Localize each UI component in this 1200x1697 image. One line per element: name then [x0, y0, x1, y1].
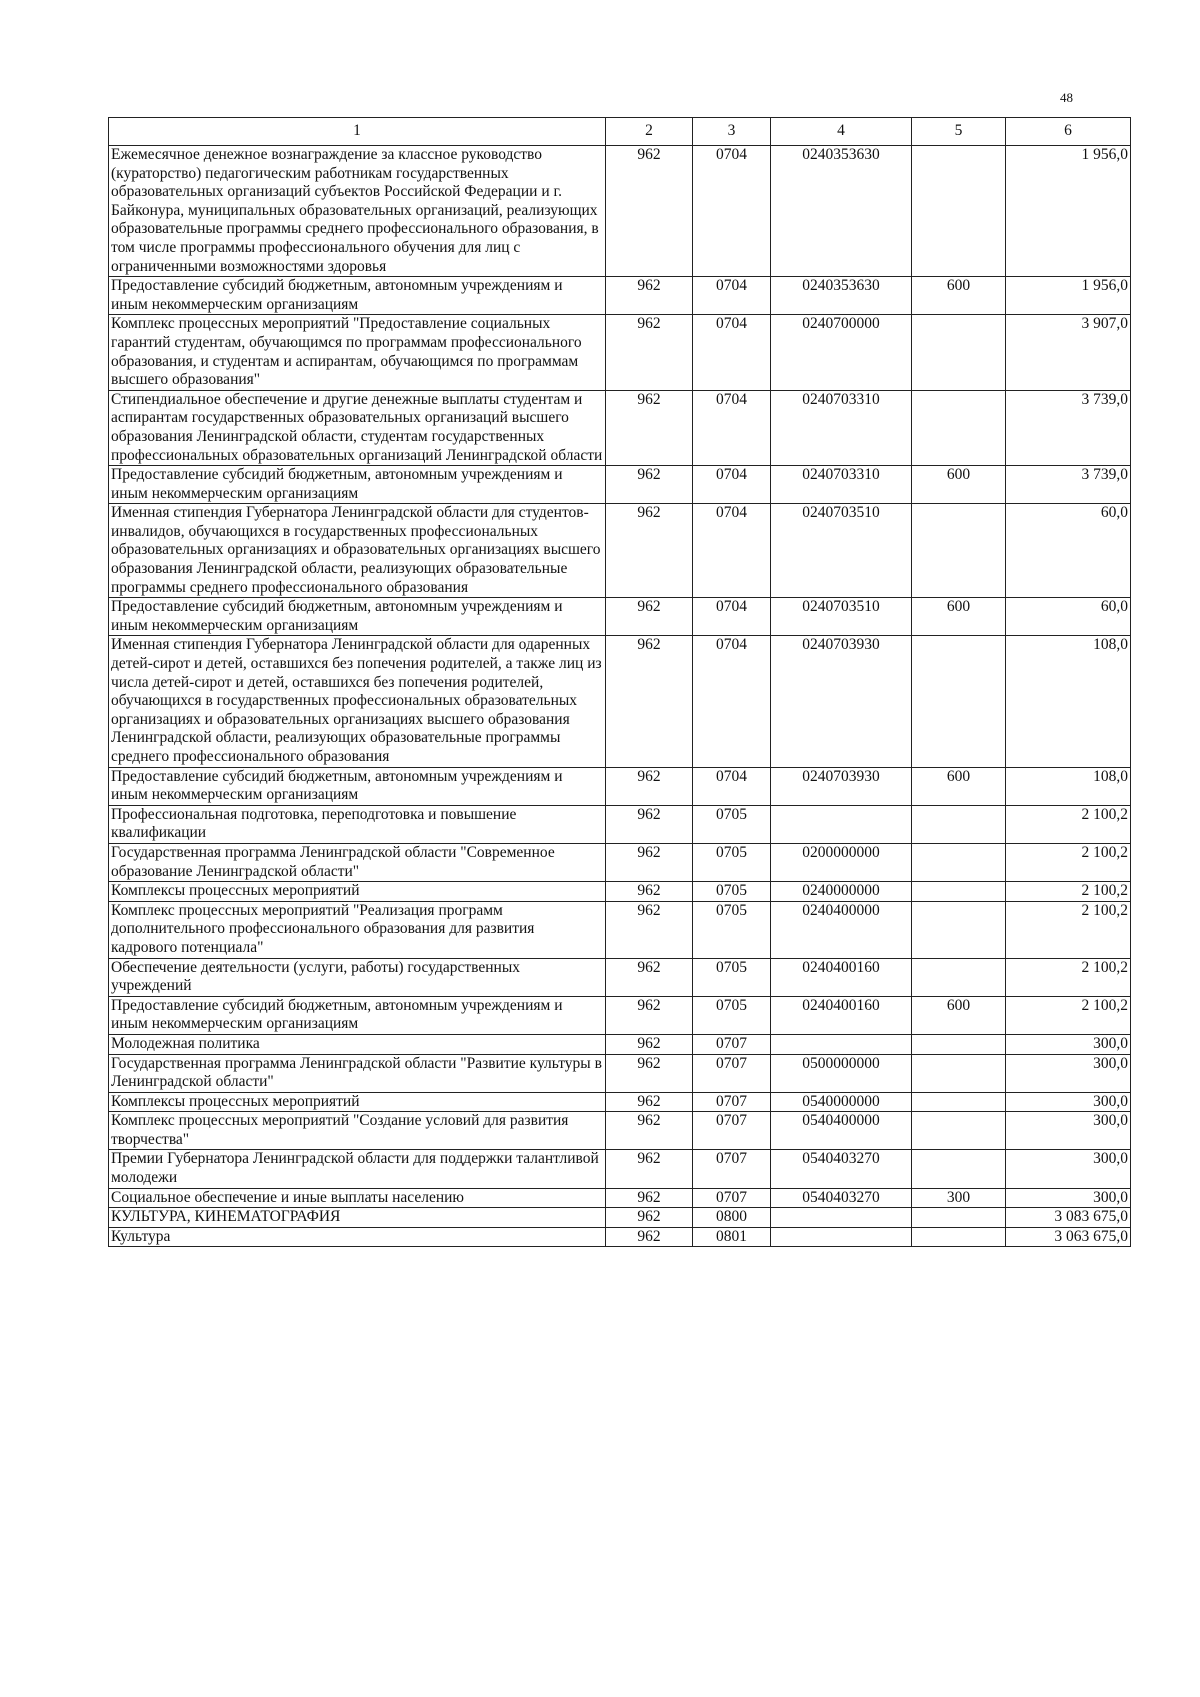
row-code-4: 0240703930 — [771, 636, 912, 767]
table-row — [109, 636, 1131, 767]
row-name: Комплекс процессных мероприятий "Предоставление социальных гарантий студентам, обучающимся по программам профессионального образования, и студентам и аспирантам, обучающимся по программам высшего образования" — [109, 315, 606, 390]
row-code-4: 0240700000 — [771, 315, 912, 390]
row-code-2: 962 — [606, 1188, 693, 1208]
row-code-2: 962 — [606, 1054, 693, 1092]
row-amount: 300,0 — [1006, 1188, 1131, 1208]
table-row — [109, 1092, 1131, 1112]
row-code-2: 962 — [606, 390, 693, 465]
row-code-5 — [912, 315, 1006, 390]
row-code-4 — [771, 1227, 912, 1247]
row-code-4: 0540400000 — [771, 1112, 912, 1150]
row-code-2: 962 — [606, 1150, 693, 1188]
row-code-4: 0240400160 — [771, 996, 912, 1034]
row-amount: 2 100,2 — [1006, 901, 1131, 958]
row-code-5 — [912, 146, 1006, 277]
row-code-5 — [912, 901, 1006, 958]
row-code-5 — [912, 1054, 1006, 1092]
row-code-4: 0240400000 — [771, 901, 912, 958]
row-code-3: 0704 — [693, 636, 771, 767]
row-name: Профессиональная подготовка, переподготовка и повышение квалификации — [109, 805, 606, 843]
table-row — [109, 767, 1131, 805]
row-name: Молодежная политика — [109, 1034, 606, 1054]
row-code-2: 962 — [606, 882, 693, 902]
row-amount: 300,0 — [1006, 1112, 1131, 1150]
row-code-2: 962 — [606, 598, 693, 636]
table-row — [109, 146, 1131, 277]
row-name: Именная стипендия Губернатора Ленинградской области для студентов-инвалидов, обучающихся в государственных профессиональных образовательных организациях и образовательных организациях высшего образования Ленинградской области, реализующих образовательные программы среднего профессионального образования — [109, 504, 606, 598]
row-amount: 300,0 — [1006, 1034, 1131, 1054]
row-name: Обеспечение деятельности (услуги, работы) государственных учреждений — [109, 958, 606, 996]
row-code-5: 600 — [912, 598, 1006, 636]
row-code-5 — [912, 843, 1006, 881]
row-code-2: 962 — [606, 1112, 693, 1150]
header-row — [109, 118, 1131, 146]
row-code-5: 600 — [912, 996, 1006, 1034]
column-header: 1 — [109, 118, 606, 146]
row-code-3: 0707 — [693, 1092, 771, 1112]
row-name: Ежемесячное денежное вознаграждение за классное руководство (кураторство) педагогическим работникам государственных образовательных организаций субъектов Российской Федерации и г. Байконура, муниципальных образовательных организаций, реализующих образовательные программы среднего профессионального образования, в том числе программы профессионального обучения для лиц с ограниченными возможностями здоровья — [109, 146, 606, 277]
row-amount: 3 083 675,0 — [1006, 1208, 1131, 1228]
table-row — [109, 1150, 1131, 1188]
row-code-2: 962 — [606, 843, 693, 881]
row-amount: 108,0 — [1006, 767, 1131, 805]
row-name: Культура — [109, 1227, 606, 1247]
row-code-3: 0704 — [693, 390, 771, 465]
row-code-5 — [912, 1092, 1006, 1112]
row-code-5: 600 — [912, 767, 1006, 805]
table-body — [109, 146, 1131, 1247]
row-code-4: 0240400160 — [771, 958, 912, 996]
row-amount: 1 956,0 — [1006, 277, 1131, 315]
row-code-2: 962 — [606, 1092, 693, 1112]
row-name: Социальное обеспечение и иные выплаты населению — [109, 1188, 606, 1208]
row-code-3: 0704 — [693, 277, 771, 315]
row-code-5 — [912, 390, 1006, 465]
row-name: Комплекс процессных мероприятий "Создание условий для развития творчества" — [109, 1112, 606, 1150]
row-amount: 60,0 — [1006, 598, 1131, 636]
row-amount: 108,0 — [1006, 636, 1131, 767]
row-amount: 60,0 — [1006, 504, 1131, 598]
row-code-5: 600 — [912, 277, 1006, 315]
row-code-2: 962 — [606, 1227, 693, 1247]
row-code-2: 962 — [606, 277, 693, 315]
table-row — [109, 805, 1131, 843]
table-row — [109, 1112, 1131, 1150]
row-code-3: 0704 — [693, 146, 771, 277]
row-code-3: 0705 — [693, 843, 771, 881]
table-row — [109, 1034, 1131, 1054]
row-code-5: 300 — [912, 1188, 1006, 1208]
row-code-4: 0240703310 — [771, 390, 912, 465]
row-amount: 3 907,0 — [1006, 315, 1131, 390]
column-header: 6 — [1006, 118, 1131, 146]
row-code-2: 962 — [606, 636, 693, 767]
table-row — [109, 390, 1131, 465]
row-name: Именная стипендия Губернатора Ленинградской области для одаренных детей-сирот и детей, оставшихся без попечения родителей, а также лиц из числа детей-сирот и детей, оставшихся без попечения родителей, обучающихся в государственных профессиональных образовательных организациях и образовательных организациях высшего образования Ленинградской области, реализующих образовательные программы среднего профессионального образования — [109, 636, 606, 767]
table-row — [109, 277, 1131, 315]
column-header: 2 — [606, 118, 693, 146]
row-amount: 2 100,2 — [1006, 843, 1131, 881]
row-name: Предоставление субсидий бюджетным, автономным учреждениям и иным некоммерческим организациям — [109, 277, 606, 315]
row-code-5 — [912, 1208, 1006, 1228]
row-code-4 — [771, 1208, 912, 1228]
row-code-5: 600 — [912, 466, 1006, 504]
row-code-3: 0705 — [693, 958, 771, 996]
row-name: КУЛЬТУРА, КИНЕМАТОГРАФИЯ — [109, 1208, 606, 1228]
row-code-5 — [912, 636, 1006, 767]
row-code-3: 0704 — [693, 767, 771, 805]
table-row — [109, 996, 1131, 1034]
row-amount: 300,0 — [1006, 1054, 1131, 1092]
row-code-2: 962 — [606, 767, 693, 805]
row-code-3: 0704 — [693, 598, 771, 636]
table-row — [109, 466, 1131, 504]
row-code-4: 0240000000 — [771, 882, 912, 902]
row-code-2: 962 — [606, 805, 693, 843]
row-code-3: 0707 — [693, 1112, 771, 1150]
row-code-4: 0240703310 — [771, 466, 912, 504]
row-code-3: 0704 — [693, 504, 771, 598]
row-code-3: 0705 — [693, 996, 771, 1034]
row-name: Комплексы процессных мероприятий — [109, 1092, 606, 1112]
row-code-4: 0240703930 — [771, 767, 912, 805]
row-amount: 3 063 675,0 — [1006, 1227, 1131, 1247]
budget-table — [108, 117, 1131, 1247]
row-code-5 — [912, 805, 1006, 843]
row-code-3: 0707 — [693, 1054, 771, 1092]
row-name: Предоставление субсидий бюджетным, автономным учреждениям и иным некоммерческим организациям — [109, 466, 606, 504]
row-name: Предоставление субсидий бюджетным, автономным учреждениям и иным некоммерческим организациям — [109, 767, 606, 805]
table-row — [109, 882, 1131, 902]
row-name: Государственная программа Ленинградской области "Развитие культуры в Ленинградской области" — [109, 1054, 606, 1092]
row-name: Государственная программа Ленинградской области "Современное образование Ленинградской области" — [109, 843, 606, 881]
row-code-2: 962 — [606, 504, 693, 598]
row-amount: 3 739,0 — [1006, 390, 1131, 465]
row-code-2: 962 — [606, 958, 693, 996]
row-code-4 — [771, 1034, 912, 1054]
table-row — [109, 1208, 1131, 1228]
row-name: Комплекс процессных мероприятий "Реализация программ дополнительного профессионального образования для развития кадрового потенциала" — [109, 901, 606, 958]
row-code-3: 0707 — [693, 1034, 771, 1054]
row-amount: 300,0 — [1006, 1092, 1131, 1112]
row-code-4: 0500000000 — [771, 1054, 912, 1092]
row-code-2: 962 — [606, 1034, 693, 1054]
row-code-5 — [912, 882, 1006, 902]
column-header: 5 — [912, 118, 1006, 146]
row-amount: 2 100,2 — [1006, 882, 1131, 902]
row-amount: 300,0 — [1006, 1150, 1131, 1188]
table-row — [109, 504, 1131, 598]
row-code-3: 0704 — [693, 466, 771, 504]
row-code-3: 0707 — [693, 1188, 771, 1208]
row-code-2: 962 — [606, 996, 693, 1034]
column-header: 4 — [771, 118, 912, 146]
row-code-3: 0800 — [693, 1208, 771, 1228]
row-code-5 — [912, 1227, 1006, 1247]
table-row — [109, 315, 1131, 390]
row-code-4: 0240703510 — [771, 504, 912, 598]
table-row — [109, 1054, 1131, 1092]
row-code-3: 0705 — [693, 882, 771, 902]
row-code-2: 962 — [606, 315, 693, 390]
row-code-2: 962 — [606, 1208, 693, 1228]
table-row — [109, 1188, 1131, 1208]
row-code-3: 0704 — [693, 315, 771, 390]
row-code-3: 0801 — [693, 1227, 771, 1247]
row-code-3: 0707 — [693, 1150, 771, 1188]
row-amount: 2 100,2 — [1006, 805, 1131, 843]
row-code-5 — [912, 1034, 1006, 1054]
row-amount: 1 956,0 — [1006, 146, 1131, 277]
row-code-4: 0200000000 — [771, 843, 912, 881]
table-row — [109, 901, 1131, 958]
row-code-4: 0240353630 — [771, 277, 912, 315]
column-header: 3 — [693, 118, 771, 146]
row-amount: 3 739,0 — [1006, 466, 1131, 504]
row-code-5 — [912, 958, 1006, 996]
row-code-4 — [771, 805, 912, 843]
page-number: 48 — [1060, 90, 1073, 105]
row-code-4: 0540403270 — [771, 1150, 912, 1188]
row-code-5 — [912, 1112, 1006, 1150]
row-name: Стипендиальное обеспечение и другие денежные выплаты студентам и аспирантам государственных образовательных организаций высшего образования Ленинградской области, студентам государственных профессиональных образовательных организаций Ленинградской области — [109, 390, 606, 465]
row-code-4: 0540403270 — [771, 1188, 912, 1208]
row-code-3: 0705 — [693, 805, 771, 843]
row-code-2: 962 — [606, 901, 693, 958]
table-row — [109, 598, 1131, 636]
table-row — [109, 843, 1131, 881]
row-code-2: 962 — [606, 146, 693, 277]
table-row — [109, 1227, 1131, 1247]
row-amount: 2 100,2 — [1006, 996, 1131, 1034]
row-code-4: 0240353630 — [771, 146, 912, 277]
row-amount: 2 100,2 — [1006, 958, 1131, 996]
table-row — [109, 958, 1131, 996]
row-code-5 — [912, 1150, 1006, 1188]
row-code-4: 0540000000 — [771, 1092, 912, 1112]
row-name: Премии Губернатора Ленинградской области для поддержки талантливой молодежи — [109, 1150, 606, 1188]
row-code-2: 962 — [606, 466, 693, 504]
row-code-5 — [912, 504, 1006, 598]
row-code-4: 0240703510 — [771, 598, 912, 636]
row-code-3: 0705 — [693, 901, 771, 958]
row-name: Предоставление субсидий бюджетным, автономным учреждениям и иным некоммерческим организациям — [109, 996, 606, 1034]
row-name: Предоставление субсидий бюджетным, автономным учреждениям и иным некоммерческим организациям — [109, 598, 606, 636]
row-name: Комплексы процессных мероприятий — [109, 882, 606, 902]
